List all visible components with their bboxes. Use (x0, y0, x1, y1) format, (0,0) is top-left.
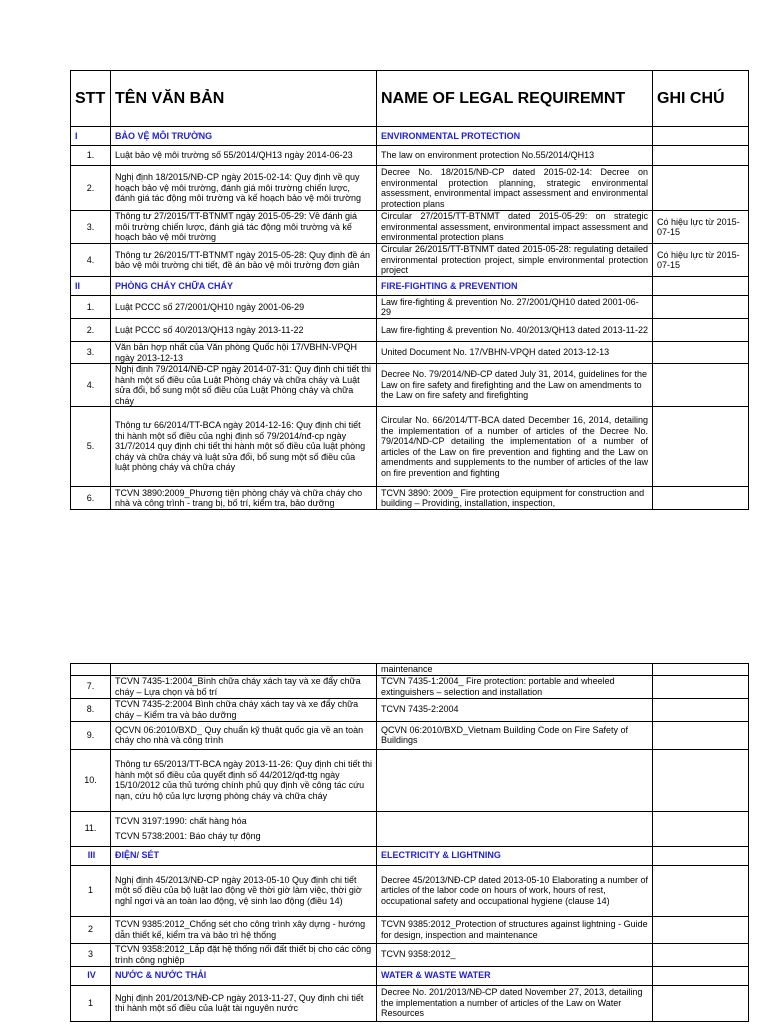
section-title-vn: BẢO VỆ MÔI TRƯỜNG (111, 127, 377, 146)
row-note (653, 146, 749, 166)
row-note (653, 943, 749, 966)
table-row (71, 985, 749, 1021)
row-number: 1. (71, 146, 111, 166)
row-english-title: TCVN 7435-2:2004 (377, 698, 653, 721)
row-vietnamese-title (111, 811, 377, 846)
row-vietnamese-title: Nghị định 79/2014/NĐ-CP ngày 2014-07-31: Quy định chi tiết thi hành một số điều của Luật Phòng cháy và chữa cháy và Luật sửa đổi, bổ sung một số điều của Luật Phòng cháy và chữa cháy (111, 364, 377, 407)
row-note (653, 364, 749, 407)
table-row (71, 166, 749, 211)
row-vietnamese-title: QCVN 06:2010/BXD_ Quy chuẩn kỹ thuật quốc gia về an toàn cháy cho nhà và công trình (111, 721, 377, 749)
row-vietnamese-title: Luật bảo vệ môi trường số 55/2014/QH13 ngày 2014-06-23 (111, 146, 377, 166)
row-number: 4. (71, 244, 111, 277)
table-row (71, 916, 749, 943)
row-number: 7. (71, 675, 111, 698)
row-english-title: Circular No. 66/2014/TT-BCA dated December 16, 2014, detailing the implementation of a number of articles of the Decree No. 79/2014/ND-CP detailing the implementation of a number of articles of the Law on fire prevention and fighting and the Law on amendments and supplements to the number of articles of the law on fire prevention and fighting (377, 407, 653, 487)
row-number: 1. (71, 296, 111, 319)
section-number: III (71, 846, 111, 865)
header-ghi-chu: GHI CHÚ (653, 71, 749, 127)
table-row (71, 342, 749, 364)
row-english-title: Decree No. 201/2013/NĐ-CP dated November 27, 2013, detailing the implementation a number of articles of the Law on Water Resources (377, 985, 653, 1021)
row-vietnamese-title (111, 664, 377, 676)
row-english-title: Law fire-fighting & prevention No. 27/2001/QH10 dated 2001-06-29 (377, 296, 653, 319)
row-vietnamese-title: Nghị định 201/2013/NĐ-CP ngày 2013-11-27, Quy định chi tiết thi hành một số điều của luật tài nguyên nước (111, 985, 377, 1021)
row-number: 2. (71, 319, 111, 342)
row-vietnamese-title: TCVN 9385:2012_Chống sét cho công trình xây dựng - hướng dẫn thiết kế, kiểm tra và bảo trì hệ thống (111, 916, 377, 943)
table-row (71, 407, 749, 487)
table-row (71, 721, 749, 749)
section-number: II (71, 277, 111, 296)
row-note (653, 407, 749, 487)
row-note (653, 319, 749, 342)
section-title-vn: PHÒNG CHÁY CHỮA CHÁY (111, 277, 377, 296)
row-note (653, 811, 749, 846)
section-title-vn: ĐIỆN/ SÉT (111, 846, 377, 865)
row-vietnamese-title-line-b: TCVN 5738:2001: Báo cháy tự động (115, 831, 261, 841)
row-note (653, 664, 749, 676)
row-vietnamese-title: TCVN 7435-2:2004 Bình chữa cháy xách tay và xe đẩy chữa cháy – Kiểm tra và bảo dưỡng (111, 698, 377, 721)
row-note (653, 698, 749, 721)
section-title-en: WATER & WASTE WATER (377, 966, 653, 985)
row-number: 5. (71, 407, 111, 487)
row-vietnamese-title: Thông tư 65/2013/TT-BCA ngày 2013-11-26: Quy định chi tiết thi hành một số điều của quyết định số 44/2012/qđ-ttg ngày 15/10/2012 của thủ tướng chính phủ quy định về công tác cứu nạn, cứu hộ của lực lượng phòng cháy và chữa cháy (111, 749, 377, 811)
row-vietnamese-title: TCVN 9358:2012_Lắp đặt hệ thống nối đất thiết bị cho các công trình công nghiệp (111, 943, 377, 966)
row-number: 1 (71, 985, 111, 1021)
table-row (71, 487, 749, 510)
header-ten-van-ban: TÊN VĂN BẢN (111, 71, 377, 127)
row-english-title (377, 749, 653, 811)
row-vietnamese-title: Thông tư 26/2015/TT-BTNMT ngày 2015-05-28: Quy định đề án bảo vệ môi trường chi tiết, đề án bảo vệ môi trường đơn giản (111, 244, 377, 277)
section-row-electricity (71, 846, 749, 865)
row-english-title: TCVN 9385:2012_Protection of structures against lightning - Guide for design, inspection and maintenance (377, 916, 653, 943)
row-vietnamese-title: TCVN 3890:2009_Phương tiện phòng cháy và chữa cháy cho nhà và công trình - trang bị, bố trí, kiểm tra, bảo dưỡng (111, 487, 377, 510)
row-english-title: Law fire-fighting & prevention No. 40/2013/QH13 dated 2013-11-22 (377, 319, 653, 342)
section-row-water (71, 966, 749, 985)
table-row (71, 698, 749, 721)
table-row (71, 865, 749, 916)
table-row (71, 943, 749, 966)
row-english-title: Circular 26/2015/TT-BTNMT dated 2015-05-28: regulating detailed environmental protection project, simple environmental protection project (377, 244, 653, 277)
row-english-title: TCVN 9358:2012_ (377, 943, 653, 966)
row-number: 11. (71, 811, 111, 846)
table-row (71, 211, 749, 244)
row-note: Có hiệu lực từ 2015-07-15 (653, 211, 749, 244)
section-title-en: ELECTRICITY & LIGHTNING (377, 846, 653, 865)
table-row (71, 319, 749, 342)
header-row (71, 71, 749, 127)
row-number: 1 (71, 865, 111, 916)
row-number (71, 664, 111, 676)
section-title-en: FIRE-FIGHTING & PREVENTION (377, 277, 653, 296)
row-vietnamese-title: Thông tư 66/2014/TT-BCA ngày 2014-12-16: Quy định chi tiết thi hành một số điều của nghị định số 79/2014/nđ-cp ngày 31/7/2014 quy định chi tiết thi hành một số điều của luật phòng cháy và chữa cháy và luật sửa đổi, bổ sung một số điều của luật phòng cháy và chữa cháy (111, 407, 377, 487)
table-row (71, 146, 749, 166)
table-row (71, 749, 749, 811)
row-number: 10. (71, 749, 111, 811)
table-row (71, 364, 749, 407)
row-english-title: maintenance (377, 664, 653, 676)
section-row-fire (71, 277, 749, 296)
row-english-title: The law on environment protection No.55/2014/QH13 (377, 146, 653, 166)
table-row (71, 811, 749, 846)
row-english-title: TCVN 3890: 2009_ Fire protection equipment for construction and building – Providing, installation, inspection, (377, 487, 653, 510)
row-note (653, 916, 749, 943)
row-english-title: Decree 45/2013/NĐ-CP dated 2013-05-10 Elaborating a number of articles of the labor code on hours of work, hours of rest, occupational safety and occupational hygiene (clause 14) (377, 865, 653, 916)
section-note (653, 127, 749, 146)
row-number: 3. (71, 211, 111, 244)
row-english-title (377, 811, 653, 846)
header-stt: STT (71, 71, 111, 127)
row-vietnamese-title: Luật PCCC số 27/2001/QH10 ngày 2001-06-29 (111, 296, 377, 319)
row-vietnamese-title: Thông tư 27/2015/TT-BTNMT ngày 2015-05-29: Về đánh giá môi trường chiến lược, đánh giá tác động môi trường và kế hoạch bảo vệ môi trường (111, 211, 377, 244)
row-number: 3. (71, 342, 111, 364)
section-note (653, 277, 749, 296)
table-row (71, 675, 749, 698)
row-note (653, 342, 749, 364)
row-vietnamese-title: Nghị định 45/2013/NĐ-CP ngày 2013-05-10 Quy định chi tiết một số điều của bộ luật lao động về thời giờ làm việc, thời giờ nghỉ ngơi và an toàn lao động, vệ sinh lao động (điều 14) (111, 865, 377, 916)
row-number: 2. (71, 166, 111, 211)
row-number: 8. (71, 698, 111, 721)
row-number: 4. (71, 364, 111, 407)
row-vietnamese-title: TCVN 7435-1:2004_Bình chữa cháy xách tay và xe đẩy chữa cháy – Lựa chọn và bố trí (111, 675, 377, 698)
table-row (71, 296, 749, 319)
row-note (653, 675, 749, 698)
row-vietnamese-title: Văn bản hợp nhất của Văn phòng Quốc hội 17/VBHN-VPQH ngày 2013-12-13 (111, 342, 377, 364)
row-note (653, 487, 749, 510)
row-english-title: Circular 27/2015/TT-BTNMT dated 2015-05-29: on strategic environmental assessment, environmental impact assessment and environmental protection plans (377, 211, 653, 244)
row-vietnamese-title: Nghị định 18/2015/NĐ-CP ngày 2015-02-14: Quy định về quy hoạch bảo vệ môi trường, đánh giá môi trường chiến lược, đánh giá tác động môi trường và kế hoạch bảo vệ môi trường (111, 166, 377, 211)
legal-requirements-table-top (70, 70, 749, 510)
row-number: 9. (71, 721, 111, 749)
row-english-title: Decree No. 18/2015/NĐ-CP dated 2015-02-14: Decree on environmental protection planning, strategic environmental assessment, environmental impact assessment and environmental protection plans (377, 166, 653, 211)
row-english-title: United Document No. 17/VBHN-VPQH dated 2013-12-13 (377, 342, 653, 364)
row-note (653, 985, 749, 1021)
row-note (653, 865, 749, 916)
row-note (653, 166, 749, 211)
continuation-row (71, 664, 749, 676)
section-note (653, 966, 749, 985)
row-english-title: TCVN 7435-1:2004_ Fire protection: portable and wheeled extinguishers – selection and installation (377, 675, 653, 698)
row-english-title: Decree No. 79/2014/NĐ-CP dated July 31, 2014, guidelines for the Law on fire safety and firefighting and the Law on amendments to the Law on fire safety and firefighting (377, 364, 653, 407)
row-number: 3 (71, 943, 111, 966)
row-note (653, 296, 749, 319)
section-row-environment (71, 127, 749, 146)
row-note (653, 749, 749, 811)
legal-requirements-table-continued (70, 663, 749, 1022)
row-number: 2 (71, 916, 111, 943)
section-number: I (71, 127, 111, 146)
section-number: IV (71, 966, 111, 985)
row-vietnamese-title: Luật PCCC số 40/2013/QH13 ngày 2013-11-22 (111, 319, 377, 342)
section-title-en: ENVIRONMENTAL PROTECTION (377, 127, 653, 146)
row-vietnamese-title-line-a: TCVN 3197:1990: chất hàng hóa (115, 815, 247, 826)
row-number: 6. (71, 487, 111, 510)
table-row (71, 244, 749, 277)
row-note (653, 721, 749, 749)
section-note (653, 846, 749, 865)
header-name-of-legal-requirement: NAME OF LEGAL REQUIREMNT (377, 71, 653, 127)
row-note: Có hiệu lực từ 2015-07-15 (653, 244, 749, 277)
section-title-vn: NƯỚC & NƯỚC THẢI (111, 966, 377, 985)
row-english-title: QCVN 06:2010/BXD_Vietnam Building Code on Fire Safety of Buildings (377, 721, 653, 749)
